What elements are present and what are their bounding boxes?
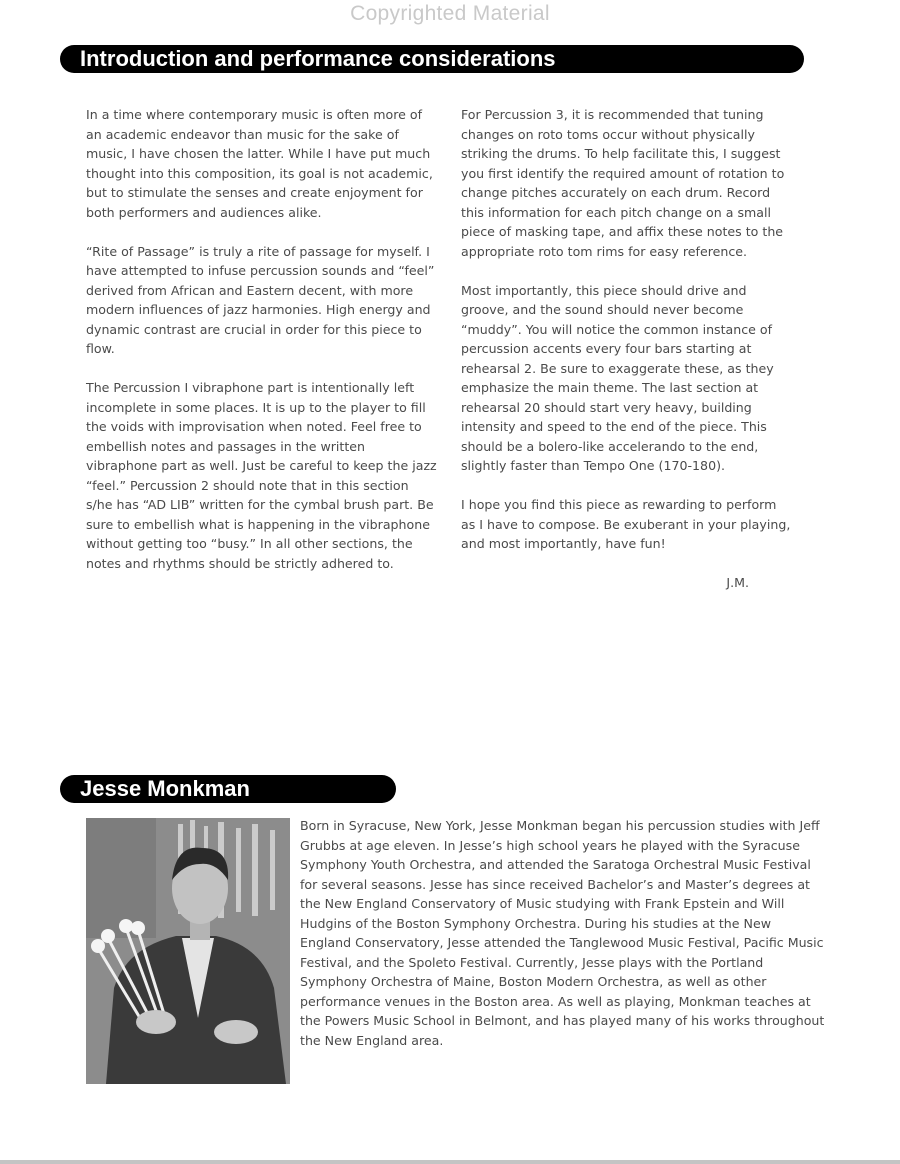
intro-right-column: [461, 105, 791, 612]
author-signature: J.M.: [726, 575, 749, 590]
copyright-watermark: Copyrighted Material: [350, 2, 550, 25]
intro-paragraph: “Rite of Passage” is truly a rite of passage for myself. I have attempted to infuse percussion sounds and “feel” derived from African and Eastern decent, with more modern influences of jazz harmonies. High energy and dynamic contrast are crucial in order for this piece to flow.: [86, 243, 435, 356]
intro-paragraph: The Percussion I vibraphone part is intentionally left incomplete in some places. It is up to the player to fill the voids with improvisation when noted. Feel free to embellish notes and passages in the written vibraphone part as well. Just be careful to keep the jazz “feel.” Percussion 2 should note that in this section s/he has “AD LIB” written for the cymbal brush part. Be sure to embellish what is happening in the vibraphone without getting too “busy.” In all other sections, the notes and rhythms should be strictly adhered to.: [86, 380, 437, 571]
intro-heading-banner: Introduction and performance considerations: [60, 45, 804, 73]
intro-paragraph: In a time where contemporary music is often more of an academic endeavor than music for the sake of music, I have chosen the latter. While I have put much thought into this composition, its goal is not academic, but to stimulate the senses and create enjoyment for both performers and audiences alike.: [86, 107, 433, 220]
page-bottom-rule: [0, 1160, 900, 1164]
bio-heading-banner: Jesse Monkman: [60, 775, 396, 803]
intro-paragraph: Most importantly, this piece should drive and groove, and the sound should never become “muddy”. You will notice the common instance of percussion accents every four bars starting at rehearsal 2. Be sure to exaggerate these, as they emphasize the main theme. The last section at rehearsal 20 should start very heavy, building intensity and speed to the end of the piece. This should be a bolero-like accelerando to the end, slightly faster than Tempo One (170-180).: [461, 282, 774, 473]
intro-paragraph: For Percussion 3, it is recommended that tuning changes on roto toms occur without physically striking the drums. To help facilitate this, I suggest you first identify the required amount of rotation to change pitches accurately on each drum. Record this information for each pitch change on a small piece of masking tape, and affix these notes to the appropriate roto tom rims for easy reference.: [461, 107, 785, 259]
intro-paragraph: I hope you find this piece as rewarding to perform as I have to compose. Be exuberant in your playing, and most importantly, have fun!: [461, 497, 791, 551]
composer-photo: [86, 818, 290, 1084]
bio-text: Born in Syracuse, New York, Jesse Monkman began his percussion studies with Jeff Grubbs at age eleven. In Jesse’s high school years he played with the Syracuse Symphony Youth Orchestra, and attended the Saratoga Orchestral Music Festival for several seasons. Jesse has since received Bachelor’s and Master’s degrees at the New England Conservatory of Music studying with Frank Epstein and Will Hudgins of the Boston Symphony Orchestra. During his studies at the New England Conservatory, Jesse attended the Tanglewood Music Festival, Pacific Music Festival, and the Spoleto Festival. Currently, Jesse plays with the Portland Symphony Orchestra of Maine, Boston Modern Orchestra, as well as other performance venues in the Boston area. As well as playing, Monkman teaches at the Powers Music School in Belmont, and has played many of his works throughout the New England area.: [300, 818, 825, 1048]
intro-left-column: [86, 105, 438, 593]
